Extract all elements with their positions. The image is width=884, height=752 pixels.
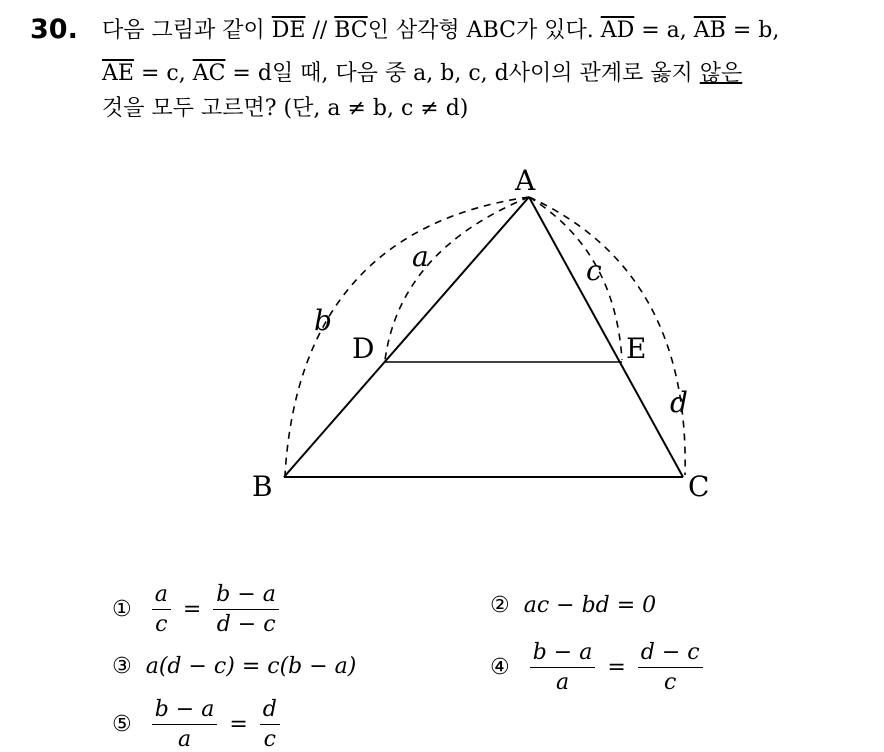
segment-ab: $\overline{AB}$ [693,18,726,43]
stem-text: = b, [725,18,780,43]
choice-1[interactable] [112,582,285,637]
question-number: 30. [30,14,78,45]
numerator: b − a [530,640,596,668]
arc-label-d: d [670,386,688,419]
choice-4-right-fraction [638,640,703,695]
choice-3-text: a(d − c) = c(b − a) [145,654,357,679]
vertex-a-label: A [515,164,536,197]
stem-text: = c, [133,61,193,86]
vertex-b-label: B [252,470,273,503]
choice-1-marker: ① [112,597,132,622]
equals-sign: = [182,597,202,622]
segment-ac: $\overline{AC}$ [192,61,226,86]
vertex-e-label: E [626,332,647,365]
vertex-c-label: C [688,470,710,503]
denominator: c [155,612,168,637]
segment-ae: $\overline{AE}$ [102,61,134,86]
choice-5-marker: ⑤ [112,712,132,737]
equals-sign: = [229,712,248,737]
choice-3-marker: ③ [112,654,132,679]
choice-5[interactable] [112,697,286,752]
stem-text: 인 삼각형 ABC가 있다. [367,18,601,43]
stem-text: 일 때, 다음 중 a, b, c, d사이의 관계로 옳지 [271,61,700,86]
choice-2-text: ac − bd = 0 [523,593,657,618]
choice-4-left-fraction [530,640,596,695]
arc-label-b: b [314,304,332,337]
numerator: b − a [152,697,218,725]
parallel-symbol: // [305,18,335,43]
denominator: d − c [216,612,276,637]
segment-bc: $\overline{BC}$ [334,18,368,43]
arc-label-c: c [586,254,602,287]
side-ac [529,197,683,477]
stem-text: = d [225,61,272,86]
choice-4[interactable] [490,640,709,695]
vertex-d-label: D [352,332,375,365]
choice-4-marker: ④ [490,655,510,680]
stem-text: = a, [634,18,694,43]
arc-label-a: a [412,240,429,273]
underlined-word: 않은 [699,61,743,86]
denominator: a [555,670,570,695]
choice-2-marker: ② [490,593,510,618]
stem-text: 다음 그림과 같이 [102,18,272,43]
numerator: a [152,582,171,610]
choice-2[interactable] [490,593,656,618]
choice-1-right-fraction [213,582,279,637]
choice-5-left-fraction [152,697,218,752]
choice-5-right-fraction [260,697,280,752]
choice-3[interactable] [112,654,356,679]
segment-ad: $\overline{AD}$ [600,18,635,43]
stem-text: 것을 모두 고르면? (단, a ≠ b, c ≠ d) [102,96,469,121]
numerator: b − a [213,582,279,610]
denominator: c [263,727,276,752]
numerator: d − c [638,640,703,668]
equals-sign: = [607,655,626,680]
denominator: a [177,727,192,752]
numerator: d [260,697,280,725]
choice-1-left-fraction [152,582,171,637]
denominator: c [664,670,677,695]
segment-de: $\overline{DE}$ [271,18,306,43]
